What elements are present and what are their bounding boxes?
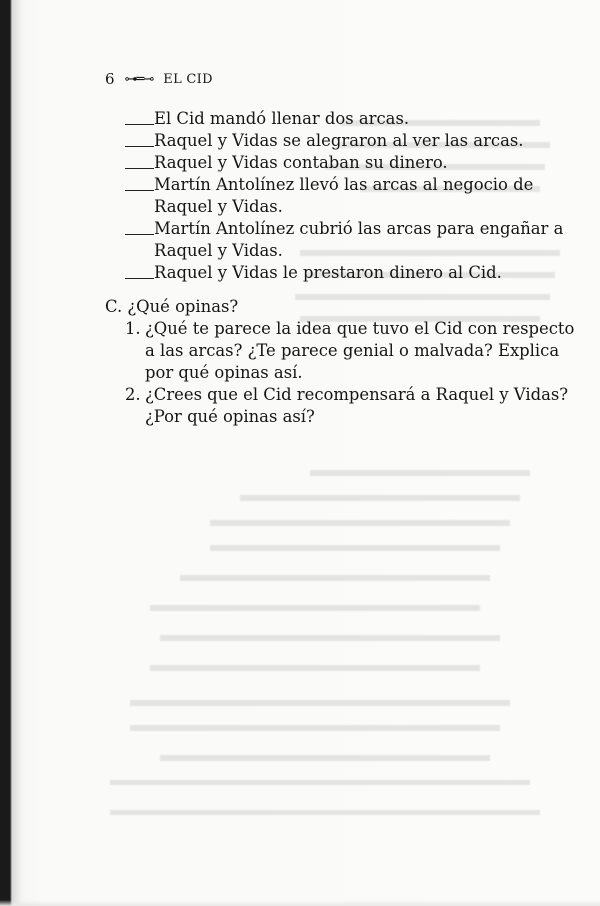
statement-text: Martín Antolínez llevó las arcas al negocio de Raquel y Vidas. (154, 175, 534, 216)
statement-text: Raquel y Vidas le prestaron dinero al Cid. (154, 263, 502, 282)
question-list (125, 318, 595, 428)
list-item (125, 218, 595, 262)
answer-blank[interactable] (125, 130, 154, 147)
question-text: ¿Crees que el Cid recompensará a Raquel y Vidas? ¿Por qué opinas así? (145, 385, 569, 426)
list-item (125, 174, 595, 218)
question-number: 2. (125, 385, 141, 404)
list-item (125, 108, 595, 130)
answer-blank[interactable] (125, 174, 154, 191)
answer-blank[interactable] (125, 152, 154, 169)
list-item (125, 130, 595, 152)
question-item (125, 318, 595, 384)
statement-text: Raquel y Vidas contaban su dinero. (154, 153, 448, 172)
question-text: ¿Qué te parece la idea que tuvo el Cid con respecto a las arcas? ¿Te parece genial o malvada? Explica por qué opinas así. (145, 319, 575, 382)
question-item (125, 384, 595, 428)
question-number: 1. (125, 319, 141, 338)
answer-blank[interactable] (125, 262, 154, 279)
page-number: 6 (105, 70, 115, 88)
statement-text: El Cid mandó llenar dos arcas. (154, 109, 410, 128)
running-title: EL CID (163, 71, 213, 87)
answer-blank[interactable] (125, 218, 154, 235)
section-heading: C. ¿Qué opinas? (105, 297, 239, 316)
running-header (105, 70, 213, 88)
page-content (105, 108, 595, 428)
statement-text: Martín Antolínez cubrió las arcas para engañar a Raquel y Vidas. (154, 219, 564, 260)
ornament-icon: ⊶═⊸ (124, 71, 154, 87)
scan-edge (0, 900, 600, 906)
list-item (125, 262, 595, 284)
answer-blank[interactable] (125, 108, 154, 125)
section-c (105, 296, 595, 428)
statement-text: Raquel y Vidas se alegraron al ver las arcas. (154, 131, 524, 150)
list-item (125, 152, 595, 174)
true-false-list (125, 108, 595, 284)
